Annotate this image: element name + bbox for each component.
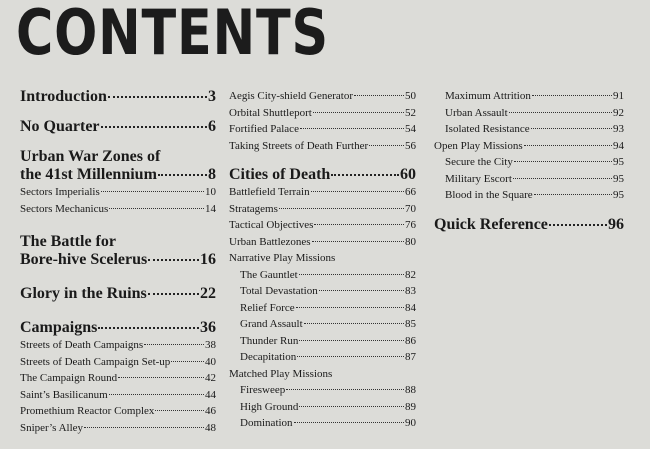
entry-label-line-2: Bore-hive Scelerus — [20, 251, 148, 268]
toc-entry-maximum-attrition[interactable] — [434, 88, 624, 105]
entry-label: Sectors Mechanicus — [20, 202, 109, 215]
entry-label-line-1: Urban War Zones of — [20, 148, 161, 165]
entry-label: Urban Assault — [445, 106, 508, 119]
entry-label: Isolated Resistance — [445, 123, 530, 135]
entry-page: 40 — [205, 355, 216, 368]
toc-entry-campaigns[interactable] — [20, 319, 216, 337]
entry-label: No Quarter — [20, 118, 100, 135]
entry-label: Decapitation — [240, 351, 297, 363]
entry-page: 82 — [405, 268, 416, 281]
dot-leader — [144, 344, 204, 345]
page-title: CONTENTS — [16, 0, 329, 69]
entry-page: 22 — [200, 285, 216, 302]
toc-entry-the-gauntlet[interactable] — [229, 267, 416, 284]
entry-label: Stratagems — [229, 202, 278, 215]
toc-entry-battlefield-terrain[interactable] — [229, 184, 416, 201]
toc-entry-blood-in-the-square[interactable] — [434, 187, 624, 204]
dot-leader — [158, 174, 207, 176]
entry-label: Sniper’s Alley — [20, 421, 84, 434]
entry-label: Total Devastation — [240, 285, 318, 297]
dot-leader — [118, 377, 204, 378]
toc-entry-taking-streets-further[interactable] — [229, 138, 416, 155]
dot-leader — [313, 112, 404, 113]
entry-label: Tactical Objectives — [229, 219, 314, 231]
dot-leader — [171, 361, 204, 362]
dot-leader — [354, 95, 404, 96]
toc-entry-fortified-palace[interactable] — [229, 121, 416, 138]
toc-entry-grand-assault[interactable] — [229, 316, 416, 333]
toc-entry-glory-in-the-ruins[interactable] — [20, 285, 216, 303]
entry-page: 80 — [405, 235, 416, 248]
dot-leader — [300, 128, 404, 129]
matched-play-heading: Matched Play Missions — [229, 367, 333, 380]
dot-leader — [509, 112, 612, 113]
entry-page: 44 — [205, 388, 216, 401]
entry-page: 36 — [200, 319, 216, 336]
entry-page: 96 — [608, 215, 624, 233]
entry-label: Fortified Palace — [229, 123, 299, 135]
entry-page: 48 — [205, 421, 216, 434]
dot-leader — [98, 327, 199, 329]
dot-leader — [108, 96, 207, 98]
dot-leader — [369, 145, 404, 146]
entry-label: Secure the City — [445, 156, 513, 168]
entry-page: 66 — [405, 186, 416, 198]
dot-leader — [531, 128, 612, 129]
toc-entry-snipers-alley[interactable] — [20, 420, 216, 437]
toc-entry-secure-the-city[interactable] — [434, 154, 624, 171]
toc-entry-stratagems[interactable] — [229, 201, 416, 218]
dot-leader — [534, 194, 612, 195]
dot-leader — [299, 406, 404, 407]
entry-label: Urban Battlezones — [229, 235, 311, 248]
toc-entry-campaign-round[interactable] — [20, 370, 216, 387]
dot-leader — [532, 95, 612, 96]
toc-entry-relief-force[interactable] — [229, 300, 416, 317]
entry-page: 89 — [405, 400, 416, 413]
entry-page: 42 — [205, 372, 216, 384]
entry-label: Military Escort — [445, 172, 512, 185]
toc-entry-open-play-missions[interactable] — [434, 138, 624, 155]
entry-page: 8 — [208, 166, 216, 183]
dot-leader — [319, 290, 404, 291]
entry-page: 54 — [405, 123, 416, 135]
entry-label: Glory in the Ruins — [20, 285, 147, 302]
toc-entry-urban-war-zones[interactable] — [20, 148, 216, 184]
toc-entry-thunder-run[interactable] — [229, 333, 416, 350]
toc-entry-battle-for-bore-hive[interactable] — [20, 233, 216, 269]
toc-entry-streets-of-death-campaigns[interactable] — [20, 337, 216, 354]
entry-label: Aegis City-shield Generator — [229, 90, 354, 102]
entry-page: 38 — [205, 339, 216, 351]
dot-leader — [304, 323, 404, 324]
entry-label: Promethium Reactor Complex — [20, 405, 155, 417]
entry-label: High Ground — [240, 400, 299, 413]
entry-label: Sectors Imperialis — [20, 186, 100, 198]
entry-label: Thunder Run — [240, 334, 299, 347]
toc-entry-urban-battlezones[interactable] — [229, 234, 416, 251]
toc-entry-streets-of-death-setup[interactable] — [20, 354, 216, 371]
dot-leader — [297, 356, 404, 357]
dot-leader — [311, 191, 404, 192]
entry-page: 90 — [405, 417, 416, 429]
entry-page: 83 — [405, 285, 416, 297]
entry-page: 10 — [205, 186, 216, 198]
entry-label: Campaigns — [20, 319, 98, 336]
entry-page: 56 — [405, 139, 416, 152]
entry-page: 91 — [613, 90, 624, 102]
toc-entry-domination[interactable] — [229, 415, 416, 432]
entry-label: The Gauntlet — [240, 268, 298, 281]
dot-leader — [299, 274, 404, 275]
toc-entry-total-devastation[interactable] — [229, 283, 416, 300]
entry-page: 60 — [400, 166, 416, 183]
entry-label: Cities of Death — [229, 166, 331, 183]
toc-entry-cities-of-death[interactable] — [229, 166, 416, 184]
entry-label: Introduction — [20, 88, 107, 105]
toc-entry-orbital-shuttleport[interactable] — [229, 105, 416, 122]
entry-label: Quick Reference — [434, 215, 548, 233]
dot-leader — [314, 224, 404, 225]
entry-page: 50 — [405, 90, 416, 102]
entry-page: 88 — [405, 384, 416, 396]
entry-label: Saint’s Basilicanum — [20, 388, 108, 401]
entry-page: 52 — [405, 106, 416, 119]
entry-label-line-1: The Battle for — [20, 233, 116, 250]
contents-column-3 — [434, 88, 624, 234]
toc-entry-urban-assault[interactable] — [434, 105, 624, 122]
dot-leader — [109, 208, 204, 209]
dot-leader — [296, 307, 404, 308]
toc-entry-decapitation[interactable] — [229, 349, 416, 366]
toc-entry-no-quarter[interactable] — [20, 118, 216, 136]
toc-entry-quick-reference[interactable] — [434, 216, 624, 234]
entry-page: 95 — [613, 189, 624, 201]
entry-label-line-2: the 41st Millennium — [20, 166, 157, 183]
dot-leader — [514, 161, 612, 162]
toc-entry-high-ground[interactable] — [229, 399, 416, 416]
entry-page: 46 — [205, 405, 216, 417]
entry-label: Firesweep — [240, 384, 286, 396]
entry-label: Streets of Death Campaigns — [20, 339, 144, 351]
contents-column-1 — [20, 88, 216, 436]
dot-leader — [524, 145, 612, 146]
entry-page: 3 — [208, 88, 216, 105]
entry-page: 95 — [613, 172, 624, 185]
entry-label: Streets of Death Campaign Set-up — [20, 355, 171, 368]
dot-leader — [312, 241, 404, 242]
dot-leader — [84, 427, 204, 428]
entry-label: Battlefield Terrain — [229, 186, 310, 198]
entry-label: Taking Streets of Death Further — [229, 139, 369, 152]
dot-leader — [286, 389, 404, 390]
entry-page: 95 — [613, 156, 624, 168]
dot-leader — [101, 191, 204, 192]
dot-leader — [549, 224, 607, 226]
toc-entry-saints-basilicanum[interactable] — [20, 387, 216, 404]
entry-label: Domination — [240, 417, 293, 429]
entry-page: 76 — [405, 219, 416, 231]
entry-label: Blood in the Square — [445, 189, 533, 201]
entry-page: 86 — [405, 334, 416, 347]
contents-column-2 — [229, 88, 416, 432]
entry-page: 93 — [613, 123, 624, 135]
dot-leader — [148, 259, 199, 261]
entry-page: 92 — [613, 106, 624, 119]
dot-leader — [299, 340, 404, 341]
toc-entry-sectors-imperialis[interactable] — [20, 184, 216, 201]
entry-label: Relief Force — [240, 301, 295, 314]
dot-leader — [294, 422, 404, 423]
toc-entry-tactical-objectives[interactable] — [229, 217, 416, 234]
entry-page: 16 — [200, 251, 216, 268]
toc-entry-military-escort[interactable] — [434, 171, 624, 188]
toc-entry-aegis[interactable] — [229, 88, 416, 105]
dot-leader — [279, 208, 404, 209]
toc-entry-sectors-mechanicus[interactable] — [20, 201, 216, 218]
dot-leader — [331, 174, 399, 176]
entry-label: Open Play Missions — [434, 139, 523, 152]
dot-leader — [513, 178, 612, 179]
entry-page: 6 — [208, 118, 216, 135]
dot-leader — [155, 410, 204, 411]
entry-page: 14 — [205, 202, 216, 215]
dot-leader — [148, 293, 199, 295]
entry-page: 70 — [405, 202, 416, 215]
entry-page: 84 — [405, 301, 416, 314]
dot-leader — [101, 126, 207, 128]
entry-label: Orbital Shuttleport — [229, 106, 312, 119]
toc-entry-firesweep[interactable] — [229, 382, 416, 399]
entry-page: 94 — [613, 139, 624, 152]
toc-entry-promethium-reactor[interactable] — [20, 403, 216, 420]
entry-label: The Campaign Round — [20, 372, 118, 384]
dot-leader — [109, 394, 204, 395]
toc-entry-isolated-resistance[interactable] — [434, 121, 624, 138]
entry-page: 85 — [405, 318, 416, 330]
entry-page: 87 — [405, 351, 416, 363]
entry-label: Grand Assault — [240, 318, 303, 330]
entry-label: Maximum Attrition — [445, 90, 531, 102]
narrative-play-heading: Narrative Play Missions — [229, 252, 336, 264]
toc-entry-introduction[interactable] — [20, 88, 216, 106]
